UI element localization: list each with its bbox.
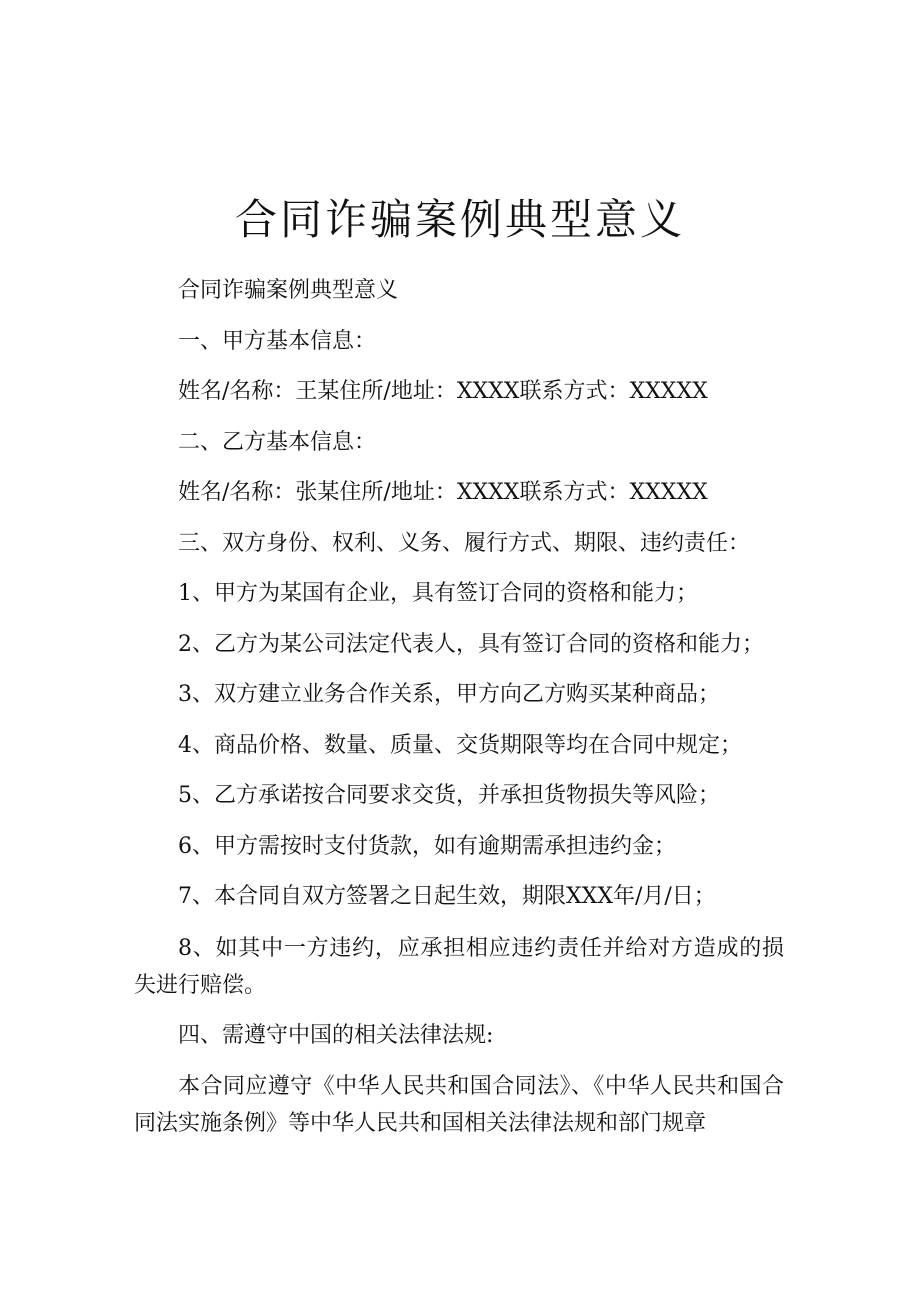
- party-b-info: 姓名/名称：张某住所/地址：XXXX联系方式：XXXXX: [178, 480, 708, 505]
- clause-5: 5、乙方承诺按合同要求交货，并承担货物损失等风险；: [178, 783, 720, 808]
- section-three-heading: 三、双方身份、权利、义务、履行方式、期限、违约责任：: [178, 530, 751, 556]
- party-a-heading: 一、甲方基本信息：: [178, 328, 377, 354]
- party-b-heading: 二、乙方基本信息：: [178, 429, 377, 455]
- clause-8: 8、如其中一方违约，应承担相应违约责任并给对方造成的损失进行赔偿。: [134, 935, 784, 998]
- clause-6: 6、甲方需按时支付货款，如有逾期需承担违约金；: [178, 833, 676, 859]
- section-four-heading: 四、需遵守中国的相关法律法规:: [178, 1022, 494, 1048]
- clause-2: 2、乙方为某公司法定代表人，具有签订合同的资格和能力；: [178, 631, 764, 657]
- clause-3: 3、双方建立业务合作关系，甲方向乙方购买某种商品；: [178, 682, 720, 707]
- document-body: [134, 266, 784, 1149]
- subtitle-paragraph: 合同诈骗案例典型意义: [178, 278, 399, 303]
- clause-7: 7、本合同自双方签署之日起生效，期限XXX年/月/日；: [178, 884, 716, 909]
- party-a-info: 姓名/名称：王某住所/地址：XXXX联系方式：XXXXX: [178, 379, 708, 404]
- clause-1: 1、甲方为某国有企业，具有签订合同的资格和能力；: [178, 581, 698, 606]
- laws-paragraph: 本合同应遵守《中华人民共和国合同法》、《中华人民共和国合同法实施条例》等中华人民共和国相关法律法规和部门规章: [134, 1074, 784, 1136]
- clause-4: 4、商品价格、数量、质量、交货期限等均在合同中规定；: [178, 732, 742, 758]
- document-title: 合同诈骗案例典型意义: [234, 195, 685, 244]
